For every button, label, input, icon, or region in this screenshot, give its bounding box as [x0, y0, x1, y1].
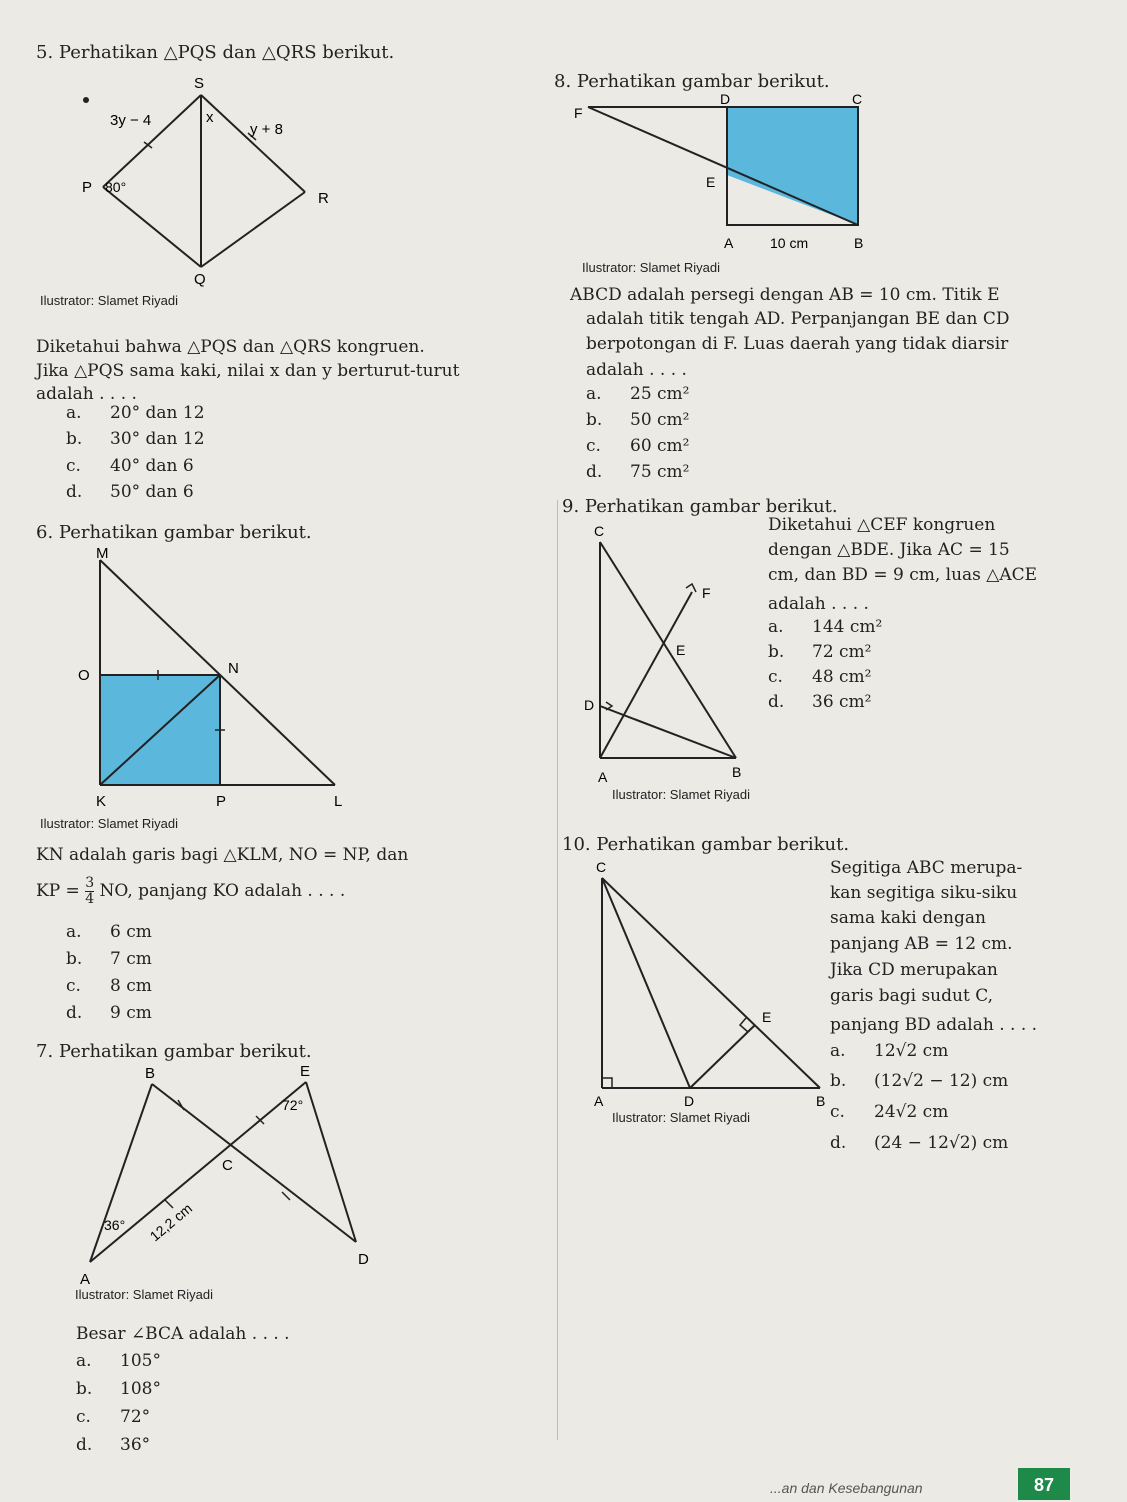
- q10-figure: [580, 858, 840, 1108]
- label-B: B: [854, 235, 864, 251]
- right-angle-mark: [686, 584, 696, 592]
- q10-option-b[interactable]: b. (12√2 − 12) cm: [830, 1071, 1009, 1091]
- q6-body1: KN adalah garis bagi △KLM, NO = NP, dan: [36, 845, 409, 865]
- q6-body2: KP = $\frac{3}{4}$ NO, panjang KO adalah . . . .: [36, 875, 346, 907]
- label-F: F: [574, 105, 583, 121]
- right-angle-mark: [606, 702, 612, 710]
- q9-option-b[interactable]: b. 72 cm²: [768, 642, 872, 662]
- q10-body1: Segitiga ABC merupa-: [830, 858, 1023, 878]
- bisector-cd: [602, 878, 690, 1088]
- label-D: D: [584, 697, 595, 713]
- label-A: A: [598, 769, 608, 785]
- q10-body7: panjang BD adalah . . . .: [830, 1015, 1038, 1035]
- label-B: B: [816, 1093, 826, 1108]
- side-cb: [600, 542, 736, 758]
- q5-title: 5. Perhatikan △PQS dan △QRS berikut.: [36, 42, 395, 63]
- q10-body5: Jika CD merupakan: [830, 960, 998, 980]
- label-72: 72°: [282, 1097, 304, 1113]
- label-P: P: [216, 793, 227, 810]
- label-K: K: [96, 793, 107, 810]
- label-36: 36°: [104, 1217, 126, 1233]
- q5-figure: [60, 70, 360, 290]
- q5-option-d[interactable]: d. 50° dan 6: [66, 482, 194, 502]
- label-x: x: [206, 109, 214, 126]
- shaded-region: [727, 107, 858, 225]
- label-D: D: [684, 1093, 695, 1108]
- q7-figure: [60, 1062, 370, 1287]
- page-number: 87: [1018, 1468, 1070, 1500]
- label-y8: y + 8: [250, 121, 283, 138]
- q5-body3: adalah . . . .: [36, 384, 137, 404]
- q10-credit: Ilustrator: Slamet Riyadi: [612, 1110, 750, 1125]
- q9-option-c[interactable]: c. 48 cm²: [768, 667, 872, 687]
- label-E: E: [676, 642, 686, 658]
- label-A: A: [724, 235, 734, 251]
- q7-credit: Ilustrator: Slamet Riyadi: [75, 1287, 213, 1302]
- q7-option-a[interactable]: a. 105°: [76, 1351, 161, 1371]
- right-angle-mark: [740, 1018, 748, 1032]
- right-angle-mark: [602, 1078, 612, 1088]
- label-D: D: [720, 92, 731, 107]
- side-ed: [306, 1082, 356, 1242]
- q9-credit: Ilustrator: Slamet Riyadi: [612, 787, 750, 802]
- label-B: B: [145, 1065, 156, 1082]
- q9-option-d[interactable]: d. 36 cm²: [768, 692, 872, 712]
- q6-option-b[interactable]: b. 7 cm: [66, 949, 152, 969]
- label-E: E: [762, 1009, 772, 1025]
- q8-credit: Ilustrator: Slamet Riyadi: [582, 260, 720, 275]
- q7-title: 7. Perhatikan gambar berikut.: [36, 1041, 312, 1062]
- label-R: R: [318, 190, 329, 207]
- label-N: N: [228, 660, 239, 677]
- q10-body4: panjang AB = 12 cm.: [830, 934, 1013, 954]
- q9-figure: [580, 520, 770, 785]
- label-D: D: [358, 1251, 369, 1268]
- q9-option-a[interactable]: a. 144 cm²: [768, 617, 883, 637]
- label-10cm: 10 cm: [770, 235, 809, 251]
- side-rq: [201, 192, 305, 267]
- label-L: L: [334, 793, 343, 810]
- label-M: M: [96, 545, 109, 562]
- q6-option-d[interactable]: d. 9 cm: [66, 1003, 152, 1023]
- label-E: E: [706, 174, 716, 190]
- side-sr: [201, 95, 305, 192]
- q8-body4: adalah . . . .: [586, 360, 687, 380]
- q5-option-c[interactable]: c. 40° dan 6: [66, 456, 194, 476]
- label-C: C: [596, 859, 607, 875]
- q6-credit: Ilustrator: Slamet Riyadi: [40, 816, 178, 831]
- q5-credit: Ilustrator: Slamet Riyadi: [40, 293, 178, 308]
- q9-body1: Diketahui △CEF kongruen: [768, 515, 996, 535]
- q8-option-c[interactable]: c. 60 cm²: [586, 436, 690, 456]
- label-E: E: [300, 1063, 311, 1080]
- segment-de: [690, 1025, 755, 1088]
- q10-body6: garis bagi sudut C,: [830, 986, 993, 1006]
- label-S: S: [194, 75, 205, 92]
- q10-option-a[interactable]: a. 12√2 cm: [830, 1041, 949, 1061]
- label-12-2cm: 12,2 cm: [146, 1200, 196, 1245]
- q9-body3: cm, dan BD = 9 cm, luas △ACE: [768, 565, 1038, 585]
- label-A: A: [594, 1093, 604, 1108]
- q9-title: 9. Perhatikan gambar berikut.: [562, 496, 838, 517]
- label-O: O: [78, 667, 90, 684]
- q7-body1: Besar ∠BCA adalah . . . .: [76, 1324, 290, 1344]
- label-3y-4: 3y − 4: [110, 112, 152, 129]
- label-C: C: [594, 523, 605, 539]
- label-C: C: [852, 92, 863, 107]
- side-pq: [103, 187, 201, 267]
- tick-mark: [165, 1200, 173, 1208]
- label-A: A: [80, 1271, 91, 1287]
- tick-mark: [282, 1192, 290, 1200]
- q7-option-b[interactable]: b. 108°: [76, 1379, 161, 1399]
- q5-option-a[interactable]: a. 20° dan 12: [66, 403, 205, 423]
- q8-figure: [560, 92, 880, 267]
- dot-mark: [83, 97, 89, 103]
- q8-option-a[interactable]: a. 25 cm²: [586, 384, 690, 404]
- label-80: 80°: [105, 179, 127, 195]
- side-ps: [103, 95, 201, 187]
- q9-body2: dengan △BDE. Jika AC = 15: [768, 540, 1010, 560]
- q10-title: 10. Perhatikan gambar berikut.: [562, 834, 850, 855]
- q6-option-c[interactable]: c. 8 cm: [66, 976, 152, 996]
- q10-option-d[interactable]: d. (24 − 12√2) cm: [830, 1133, 1009, 1153]
- label-C: C: [222, 1157, 233, 1174]
- q7-option-c[interactable]: c. 72°: [76, 1407, 151, 1427]
- q5-option-b[interactable]: b. 30° dan 12: [66, 429, 205, 449]
- q8-option-b[interactable]: b. 50 cm²: [586, 410, 690, 430]
- q8-title: 8. Perhatikan gambar berikut.: [554, 71, 830, 92]
- side-cb: [602, 878, 820, 1088]
- q8-body2: adalah titik tengah AD. Perpanjangan BE dan CD: [586, 309, 1010, 329]
- footer-chapter: ...an dan Kesebangunan: [770, 1480, 923, 1496]
- q10-option-c[interactable]: c. 24√2 cm: [830, 1102, 949, 1122]
- label-Q: Q: [194, 271, 206, 288]
- label-B: B: [732, 764, 742, 780]
- q10-body2: kan segitiga siku-siku: [830, 883, 1018, 903]
- q8-option-d[interactable]: d. 75 cm²: [586, 462, 690, 482]
- column-divider: [557, 500, 558, 1440]
- q5-body1: Diketahui bahwa △PQS dan △QRS kongruen.: [36, 337, 425, 357]
- q6-title: 6. Perhatikan gambar berikut.: [36, 522, 312, 543]
- q9-body4: adalah . . . .: [768, 594, 869, 614]
- q5-body2: Jika △PQS sama kaki, nilai x dan y berturut-turut: [36, 361, 460, 381]
- q6-figure: [60, 540, 360, 815]
- label-P: P: [82, 179, 93, 196]
- q6-option-a[interactable]: a. 6 cm: [66, 922, 152, 942]
- q7-option-d[interactable]: d. 36°: [76, 1435, 151, 1455]
- q8-body3: berpotongan di F. Luas daerah yang tidak diarsir: [586, 334, 1009, 354]
- line-db: [600, 706, 736, 758]
- q8-body1: ABCD adalah persegi dengan AB = 10 cm. Titik E: [570, 285, 1000, 305]
- label-F: F: [702, 585, 711, 601]
- q10-body3: sama kaki dengan: [830, 908, 986, 928]
